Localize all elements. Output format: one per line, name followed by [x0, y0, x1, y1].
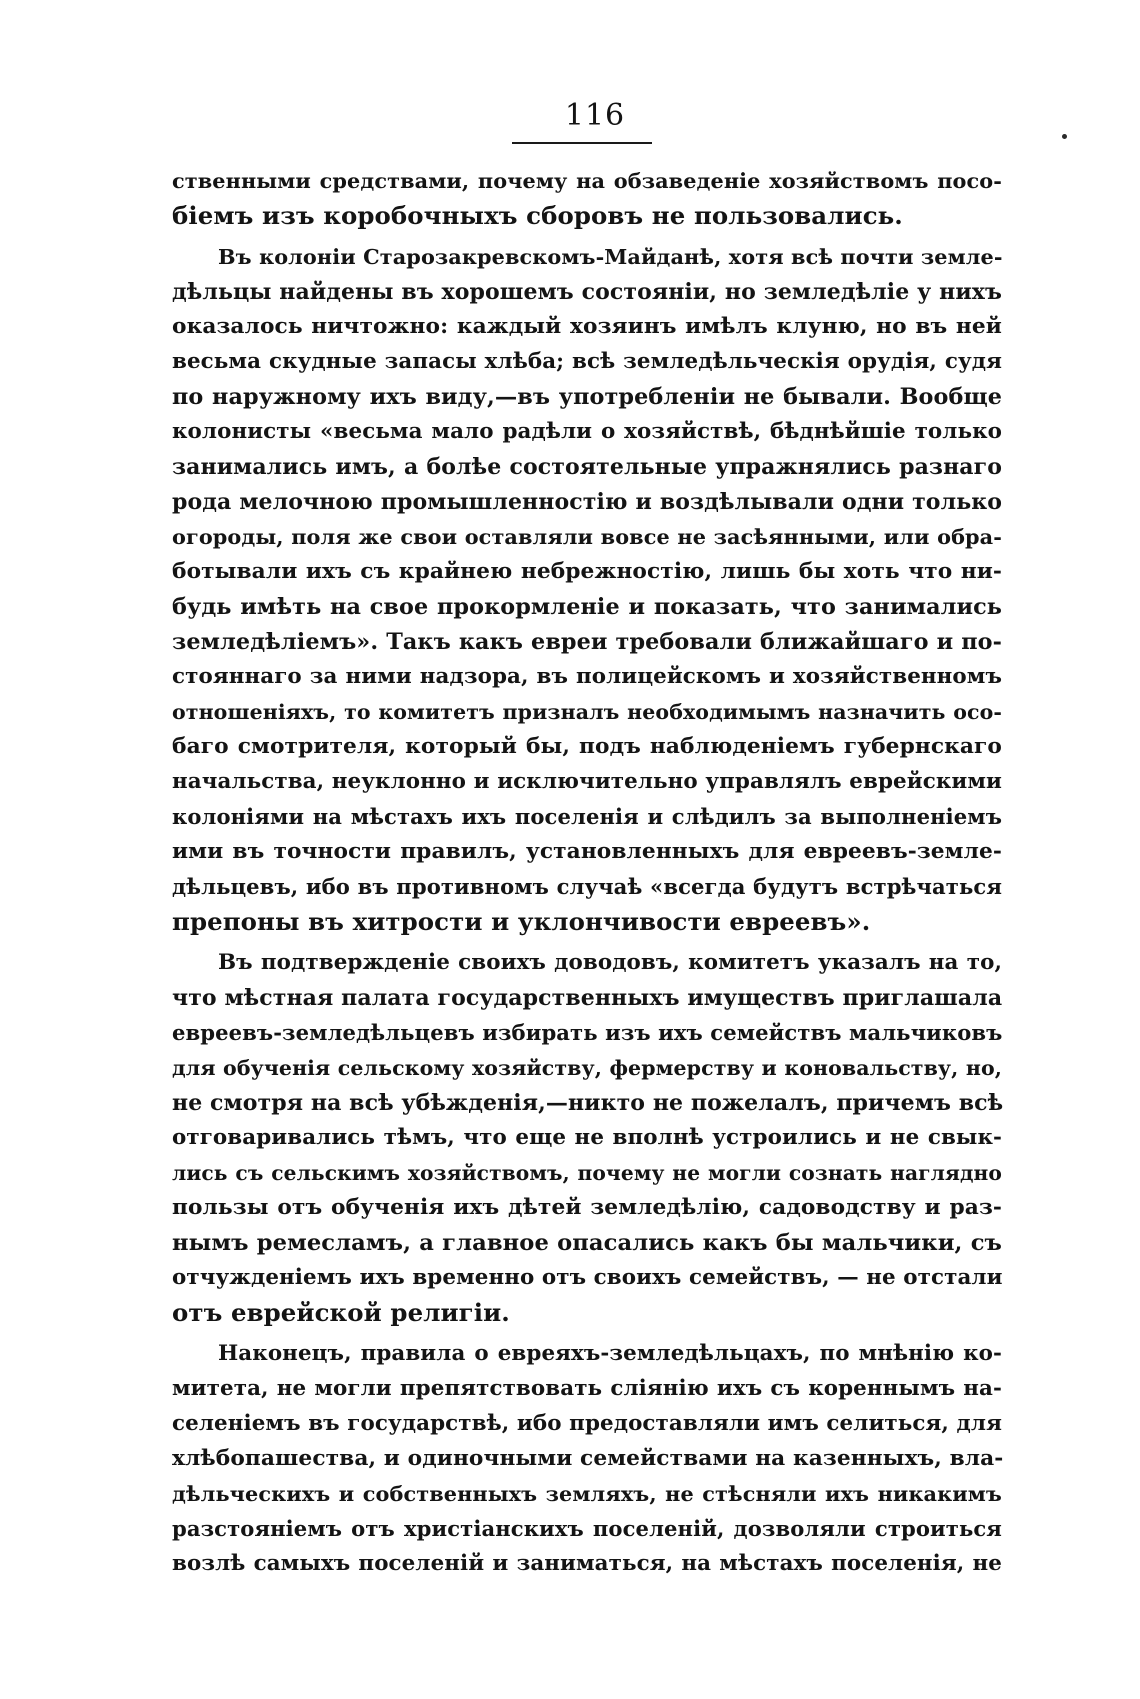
text-line: лись съ сельскимъ хозяйствомъ, почему не могли сознать наглядно	[172, 1161, 1002, 1185]
text-line: оказалось ничтожно: каждый хозяинъ имѣлъ клуню, но въ ней	[172, 314, 1002, 339]
text-line: отношеніяхъ, то комитетъ призналъ необходимымъ назначить осо-	[172, 700, 1002, 724]
text-line: отговаривались тѣмъ, что еще не вполнѣ устроились и не свык-	[172, 1125, 1002, 1150]
text-line: ими въ точности правилъ, установленныхъ для евреевъ-земле-	[172, 839, 1002, 864]
text-line: препоны въ хитрости и уклончивости евреевъ».	[172, 907, 871, 936]
text-line: колоніями на мѣстахъ ихъ поселенія и слѣдилъ за выполненіемъ	[172, 804, 1002, 829]
text-line: біемъ изъ коробочныхъ сборовъ не пользовались.	[172, 201, 903, 230]
text-line: митета, не могли препятствовать слiянію ихъ съ кореннымъ на-	[172, 1376, 1002, 1401]
text-line: что мѣстная палата государственныхъ имуществъ приглашала	[172, 985, 1003, 1011]
text-line: огороды, поля же свои оставляли вовсе не засѣянными, или обра-	[172, 524, 1002, 549]
text-line: не смотря на всѣ убѣжденія,—никто не пожелалъ, причемъ всѣ	[172, 1090, 1004, 1116]
text-line: ственными средствами, почему на обзаведеніе хозяйствомъ посо-	[172, 168, 1002, 193]
text-line: для обученія сельскому хозяйству, фермерству и коновальству, но,	[172, 1056, 1002, 1080]
text-line: евреевъ-земледѣльцевъ избирать изъ ихъ семействъ мальчиковъ	[172, 1020, 1003, 1045]
text-line: разстояніемъ отъ христіанскихъ поселеній, дозволяли строиться	[172, 1516, 1002, 1541]
text-line: рода мелочною промышленностію и воздѣлывали одни только	[172, 489, 1002, 515]
text-line: Въ колоніи Старозакревскомъ-Майданѣ, хотя всѣ почти земле-	[218, 244, 1003, 269]
page-number: 116	[564, 98, 626, 133]
text-line: отъ еврейской религіи.	[172, 1298, 510, 1327]
ink-speck	[1062, 134, 1067, 139]
text-line: селеніемъ въ государствѣ, ибо предоставляли имъ селиться, для	[172, 1411, 1002, 1436]
text-line: хлѣбопашества, и одиночными семействами на казенныхъ, вла-	[172, 1446, 1004, 1471]
text-line: пользы отъ обученія ихъ дѣтей земледѣлію, садоводству и раз-	[172, 1195, 1002, 1220]
text-line: весьма скудные запасы хлѣба; всѣ земледѣльческія орудія, судя	[172, 349, 1002, 374]
text-line: земледѣліемъ». Такъ какъ евреи требовали ближайшаго и по-	[172, 629, 1002, 655]
text-line: отчужденіемъ ихъ временно отъ своихъ семействъ, — не отстали	[172, 1265, 1003, 1290]
text-line: ботывали ихъ съ крайнею небрежностію, лишь бы хоть что ни-	[172, 559, 1002, 584]
text-line: будь имѣть на свое прокормленіе и показать, что занимались	[172, 594, 1002, 620]
text-line: нымъ ремесламъ, а главное опасались какъ бы мальчики, съ	[172, 1230, 1002, 1256]
text-line: дѣльцы найдены въ хорошемъ состояніи, но земледѣліе у нихъ	[172, 279, 1002, 305]
text-line: колонисты «весьма мало радѣли о хозяйствѣ, бѣднѣйшіе только	[172, 419, 1002, 444]
text-line: начальства, неуклонно и исключительно управлялъ еврейскими	[172, 769, 1002, 794]
text-line: Въ подтвержденіе своихъ доводовъ, комитетъ указалъ на то,	[218, 950, 1002, 975]
text-line: по наружному ихъ виду,—въ употребленіи не бывали. Вообще	[172, 384, 1002, 410]
text-line: стояннаго за ними надзора, въ полицейскомъ и хозяйственномъ	[172, 664, 1002, 689]
text-line: дѣльческихъ и собственныхъ земляхъ, не стѣсняли ихъ никакимъ	[172, 1481, 1002, 1506]
text-line: дѣльцевъ, ибо въ противномъ случаѣ «всегда будутъ встрѣчаться	[172, 874, 1002, 899]
text-line: баго смотрителя, который бы, подъ наблюденіемъ губернскаго	[172, 734, 1002, 759]
text-line: Наконецъ, правила о евреяхъ-земледѣльцахъ, по мнѣнію ко-	[218, 1341, 1002, 1366]
page-number-rule	[512, 142, 652, 144]
text-line: занимались имъ, а болѣе состоятельные упражнялись разнаго	[172, 454, 1002, 480]
text-line: возлѣ самыхъ поселеній и заниматься, на мѣстахъ поселенія, не	[172, 1551, 1002, 1576]
